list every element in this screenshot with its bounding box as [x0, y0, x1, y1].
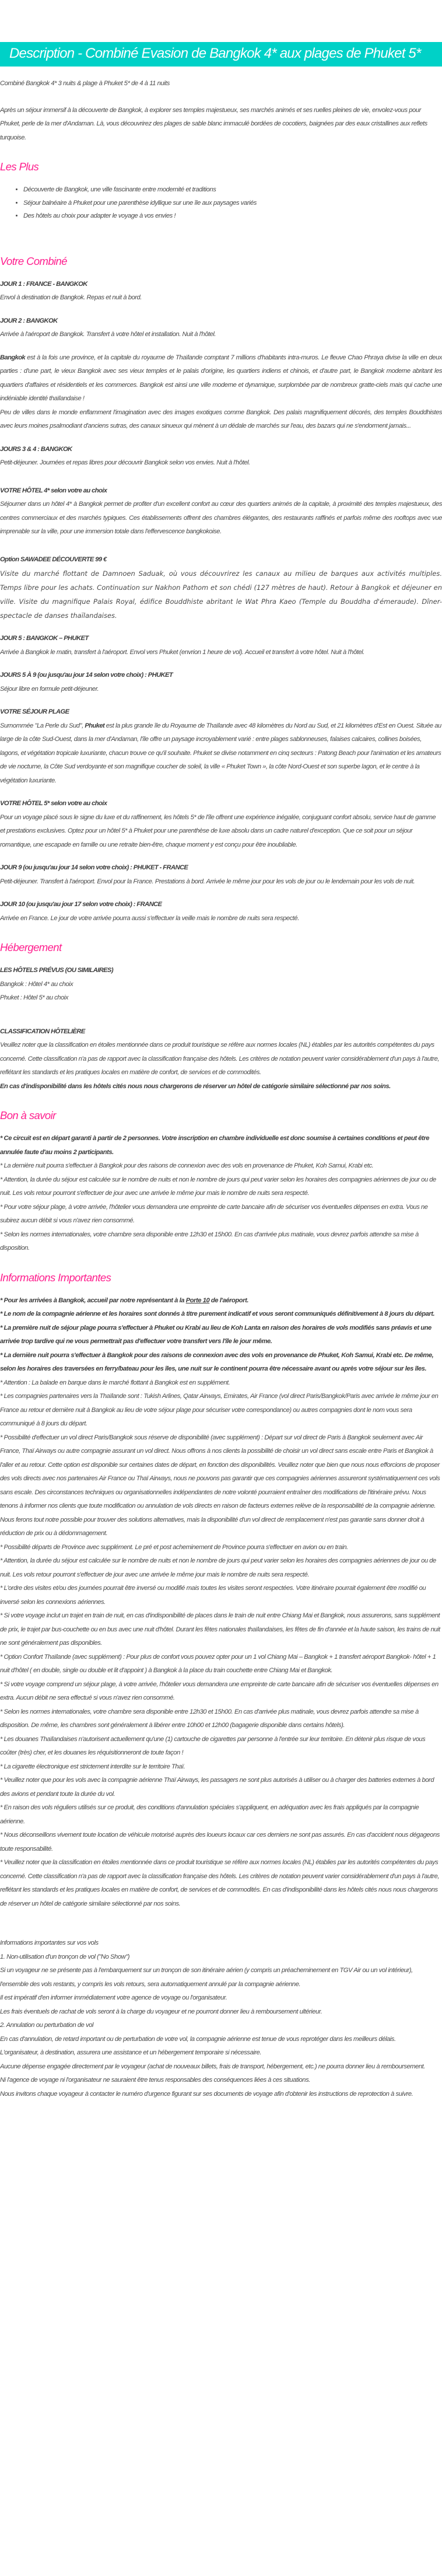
hotel-line: Bangkok : Hôtel 4* au choix: [0, 980, 73, 988]
bangkok-description: [0, 351, 442, 434]
note: * Selon les normes internationales, votre chambre sera disponible entre 12h30 et 15h00. En cas d'arrivée plus matinale, vous devrez parfois attendre sa mise à disposition.: [0, 1231, 419, 1252]
day-title: JOUR 9 (ou jusqu'au jour 14 selon votre choix) : PHUKET - FRANCE: [0, 864, 188, 871]
hotel-line: Phuket : Hôtel 5* au choix: [0, 994, 69, 1001]
sejour-plage-text-after: est la plus grande île du Royaume de Thaïlande avec 48 kilomètres du Nord au Sud, et 21 kilomètres d'Est en Ouest. Située au large de la côte Sud-Ouest, dans la mer d'Andaman, l'île offre un paysage incroyablement varié : entre plages sablonneuses, falaises calcaires, collines boisées, lagons, et végétation tropicale luxuriante, chacun trouve ce qu'il souhaite. Phuket se divise notamment en cinq secteurs : Patong Beach pour l'animation et les amateurs de vie nocturne, la Côte Sud verdoyante et son magnifique coucher de soleil, la ville « Phuket Town », la côte Nord-Ouest et son superbe lagon, et le centre à la végétation luxuriante.: [0, 722, 441, 784]
option-sawadee-title: Option SAWADEE DÉCOUVERTE 99 €: [0, 555, 107, 563]
hotel-5-title: VOTRE HÔTEL 5* selon votre au choix: [0, 800, 107, 807]
day-title: JOUR 1 : FRANCE - BANGKOK: [0, 280, 87, 288]
sejour-plage-title: VOTRE SÉJOUR PLAGE: [0, 708, 69, 715]
note: * Option Confort Thaïlande (avec supplément) : Pour plus de confort vous pouvez opter pour un 1 vol Chiang Mai – Bangkok + 1 transfert aéroport Bangkok- hôtel + 1 nuit d'hôtel ( en double, single ou double et lit d'appoint ) à Bangkok à la place du train couchette entre Chiang Mai et Bangkok.: [0, 1653, 436, 1674]
section-heading-votre-combine: Votre Combiné: [0, 254, 67, 267]
day-title: JOURS 5 À 9 (ou jusqu'au jour 14 selon votre choix) : PHUKET: [0, 672, 173, 679]
vols-info-block: [0, 1937, 442, 2101]
porte-10-link[interactable]: Porte 10: [185, 1296, 210, 1304]
hotels-prevus-title: LES HÔTELS PRÉVUS (OU SIMILAIRES): [0, 967, 114, 974]
section-heading-informations-importantes: Informations Importantes: [0, 1271, 111, 1284]
note: * Pour votre séjour plage, à votre arrivée, l'hôtelier vous demandera une empreinte de carte bancaire afin de sécuriser vos éventuelles dépenses en extra. Vous ne subirez aucun débit si vous n'avez rien consommé.: [0, 1203, 428, 1224]
bangkok-paragraph-2: Peu de villes dans le monde enflamment l'imagination avec des images exotiques comme Bangkok. Des palais magnifiquement décorés, des temples Bouddhistes avec leurs moines psalmodiant d'anciens sutras, des canaux sinueux qui mènent à un dédale de marchés sur l'eau, des bazars qui ne s'endorment jamais...: [0, 408, 442, 429]
note: * Veuillez noter que pour les vols avec la compagnie aérienne Thaï Airways, les passagers ne sont plus autorisés à utiliser ou à charger des batteries externes à bord des avions et pendant toute la durée du vol.: [0, 1777, 434, 1798]
bon-a-savoir-notes: [0, 1132, 442, 1256]
note: * La cigarette électronique est strictement interdite sur le territoire Thaï.: [0, 1763, 185, 1770]
note: * L'ordre des visites et/ou des journées pourrait être inversé ou modifié mais toutes les visites seront respectées. Votre itinéraire pourrait également être modifié ou inversé selon les connexions aériennes.: [0, 1585, 426, 1606]
note: * Attention : La balade en barque dans le marché flottant à Bangkok est en supplément.: [0, 1379, 230, 1386]
day-text: Envol à destination de Bangkok. Repas et nuit à bord.: [0, 294, 142, 301]
section-heading-les-plus: Les Plus: [0, 160, 39, 173]
note-bold: * La première nuit de séjour plage pourra s'effectuer à Phuket ou Krabi au lieu de Koh Lanta en raison des horaires de vols modifiés sans préavis et une arrivée trop tardive qui ne vous permettrait pas d'effectuer votre transfert vers l'île le jour même.: [0, 1324, 432, 1345]
description-content: [0, 77, 442, 2101]
sejour-plage-block: [0, 705, 442, 788]
section-heading-hebergement: Hébergement: [0, 941, 62, 953]
classification-block: [0, 1025, 442, 1094]
day-block: [0, 669, 442, 696]
vols-line: Ni l'agence de voyage ni l'organisateur ne sauraient être tenus responsables des conséquences liées à ces situations.: [0, 2077, 310, 2084]
note: * Veuillez noter que la classification en étoiles mentionnée dans ce produit touristique se réfère aux normes locales (NL) établies par les autorités compétentes du pays concerné. Cette classification n'a pas de rapport avec la classification française des hôtels. Les critères de notation peuvent varier considérablement d'un pays à l'autre, reflétant les standards et les pratiques locales en matière de confort, de services et de commodités. En cas d'indisponibilité dans les hôtels cités nous nous chargerons de réserver un hôtel de catégorie similaire sélectionné par nos soins.: [0, 1859, 439, 1907]
vols-line: 1. Non-utilisation d'un tronçon de vol ("No Show"): [0, 1953, 130, 1960]
day-title: JOUR 5 : BANGKOK – PHUKET: [0, 635, 89, 642]
day-block: [0, 314, 442, 342]
option-sawadee-block: [0, 553, 442, 623]
day-title: JOUR 10 (ou jusqu'au jour 17 selon votre choix) : FRANCE: [0, 901, 162, 908]
note: * Attention, la durée du séjour est calculée sur le nombre de nuits et non le nombre de jours qui peut varier selon les horaires des compagnies aériennes de jour ou de nuit. Les vols retour pourront s'effectuer de jour avec une arrivée le même jour mais le nombre de nuits sera respecté.: [0, 1557, 436, 1578]
note: * Possibilité d'effectuer un vol direct Paris/Bangkok sous réserve de disponibilité (avec supplément) : Départ sur vol direct de Paris à Bangkok seulement avec Air France, Thaï Airways ou autre compagnie assurant un vol direct. Nous offrons à nos clients la possibilité de choisir un vol direct sans escale entre Paris et Bangkok à l'aller et au retour. Cette option est disponible sur certaines dates de départ, en fonction des disponibilités. Veuillez noter que bien que nous nous efforcions de proposer des vols directs avec nos partenaires Air France ou Thaï Airways, nous ne pouvons pas garantir que ces compagnies aériennes assureront systématiquement ces vols sans escale. Des circonstances techniques ou organisationnelles indépendantes de notre volonté pourraient entraîner des modifications de l'itinéraire prévu. Nous tenons à informer nos clients que toute modification ou annulation de vols directs en raison de facteurs externes relève de la responsabilité de la compagnie aérienne. Nous ferons tout notre possible pour trouver des solutions alternatives, mais la disponibilité d'un vol direct de remplacement n'est pas garantie sans donner droit à réduction de prix ou à dédommagement.: [0, 1434, 440, 1537]
day-title: JOUR 2 : BANGKOK: [0, 317, 58, 324]
phuket-bold: Phuket: [85, 722, 105, 729]
list-item: • Découverte de Bangkok, une ville fascinante entre modernité et traditions: [23, 183, 442, 197]
note: * La dernière nuit pourra s'effectuer à Bangkok pour des raisons de connexion avec des vols en provenance de Phuket, Koh Samui, Krabi etc.: [0, 1162, 374, 1169]
hotel-4-text: Séjourner dans un hôtel 4* à Bangkok permet de profiter d'un excellent confort au cœur des quartiers animés de la capitale, à proximité des temples majestueux, des centres commerciaux et des marchés typiques. Ces établissements offrent des chambres élégantes, des restaurants raffinés et parfois même des rooftops avec vue imprenable sur la ville, pour une immersion totale dans l'effervescence bangkokoise.: [0, 501, 442, 535]
day-text: Arrivée à Bangkok le matin, transfert à l'aéroport. Envol vers Phuket (envrion 1 heure de vol). Accueil et transfert à votre hôtel. Nuit à l'hôtel.: [0, 648, 364, 656]
section-heading-bon-a-savoir: Bon à savoir: [0, 1109, 56, 1121]
sejour-plage-text-before: Surnommée "La Perle du Sud",: [0, 722, 85, 729]
vols-line: Il est impératif d'en informer immédiatement votre agence de voyage ou l'organisateur.: [0, 1994, 227, 2001]
day-block: [0, 861, 442, 889]
note-bold: * Ce circuit est en départ garanti à partir de 2 personnes. Votre inscription en chambre individuelle est donc soumise à certaines conditions et peut être annulée faute d'au moins 2 participants.: [0, 1135, 430, 1156]
vols-line: 2. Annulation ou perturbation de vol: [0, 2022, 94, 2029]
list-item: • Des hôtels au choix pour adapter le voyage à vos envies !: [23, 209, 442, 223]
note: * Nous déconseillons vivement toute location de véhicule motorisé auprès des loueurs locaux car ces derniers ne sont pas assurés. En cas d'accident nous dégageons toute responsabilité.: [0, 1831, 440, 1853]
day-text: Petit-déjeuner. Journées et repas libres pour découvrir Bangkok selon vos envies. Nuit à l'hôtel.: [0, 459, 250, 466]
note: * Les douanes Thaïlandaises n'autorisent actuellement qu'une (1) cartouche de cigarettes par personne à l'entrée sur leur territoire. En détenir plus risque de vous coûter (très) cher, et les douanes les réquisitionneront de toute façon !: [0, 1735, 426, 1756]
intro-subtitle: Combiné Bangkok 4* 3 nuits & plage à Phuket 5* de 4 à 11 nuits: [0, 80, 170, 87]
note: * Si votre voyage inclut un trajet en train de nuit, en cas d'indisponibilité de places dans le train de nuit entre Chiang Mai et Bangkok, nous assurerons, sans supplément de prix, le trajet par bus-couchette ou en bus avec une nuit d'hôtel. Durant les fêtes nationales thaïlandaises, les fêtes de fin d'année et la haute saison, les trains de nuit ne sont généralement pas disponibles.: [0, 1612, 440, 1647]
bangkok-bold-lead: Bangkok: [0, 354, 26, 361]
day-block: [0, 278, 442, 305]
note: * Les compagnies partenaires vers la Thaïlande sont : Tukish Arlines, Qatar Airways, Emirates, Air France (vol direct Paris/Bangkok/Paris avec arrivée le même jour en France au retour et dernière nuit à Bangkok au lieu de votre séjour plage pour sécuriser votre correspondance) ou autres compagnies dont le nom vous sera communiqué à 8 jours du départ.: [0, 1393, 439, 1427]
note-bold: * Le nom de la compagnie aérienne et les horaires sont donnés à titre purement indicatif et vous seront communiqués définitivement à 8 jours du départ.: [0, 1310, 435, 1317]
note: * Si votre voyage comprend un séjour plage, à votre arrivée, l'hôtelier vous demandera une empreinte de carte bancaire afin de sécuriser vos éventuelles dépenses en extra. Aucun débit ne sera effectué si vous n'avez rien consommé.: [0, 1680, 439, 1701]
classification-title: CLASSIFICATION HÔTELIÈRE: [0, 1027, 85, 1035]
vols-line: Aucune dépense engagée directement par le voyageur (achat de nouveaux billets, frais de transport, hébergement, etc.) ne pourra donner lieu à remboursement.: [0, 2063, 425, 2070]
classification-text: Veuillez noter que la classification en étoiles mentionnée dans ce produit touristique se réfère aux normes locales (NL) établies par les autorités compétentes du pays concerné. Cette classification n'a pas de rapport avec la classification française des hôtels. Les critères de notation peuvent varier considérablement d'un pays à l'autre, reflétant les standards et les pratiques locales en matière de confort, de services et de commodités.: [0, 1041, 439, 1076]
day-block: [0, 443, 442, 470]
classification-bold: En cas d'indisponibilité dans les hôtels cités nous nous chargerons de réserver un hôtel de catégorie similaire sélectionné par nos soins.: [0, 1082, 391, 1090]
note-bold: * La dernière nuit pourra s'effectuer à Bangkok pour des raisons de connexion avec des vols en provenance de Phuket, Koh Samui, Krabi etc. De même, selon les horaires des traversées en ferry/bateau pour les îles, une nuit sur le continent pourra être nécessaire avant ou après votre séjour sur les îles.: [0, 1351, 434, 1372]
page-title-banner: Description - Combiné Evasion de Bangkok 4* aux plages de Phuket 5*: [0, 42, 442, 67]
les-plus-list: [0, 183, 442, 223]
vols-line: L'organisateur, à destination, assurera une assistance et un hébergement temporaire si nécessaire.: [0, 2049, 262, 2056]
vols-line: En cas d'annulation, de retard important ou de perturbation de votre vol, la compagnie aérienne est tenue de vous reprotéger dans les meilleurs délais.: [0, 2035, 396, 2043]
informations-notes: [0, 1294, 442, 1911]
day-title: JOURS 3 & 4 : BANGKOK: [0, 445, 72, 453]
note: * En raison des vols réguliers utilisés sur ce produit, des conditions d'annulation spéciales s'appliquent, en adéquation avec les frais appliqués par la compagnie aérienne.: [0, 1804, 419, 1825]
option-sawadee-text: Visite du marché flottant de Damnoen Saduak, où vous découvrirez les canaux au milieu de barques aux activités multiples. Temps libre pour les achats. Continuation sur Nakhon Pathom et son chédi (127 mètres de haut). Retour à Bangkok et déjeuner en ville. Visite du magnifique Palais Royal, édifice Bouddhiste abritant le Wat Phra Kaeo (Temple du Bouddha d'émeraude). Dîner-spectacle de danses thaïlandaises.: [0, 569, 442, 620]
day-text: Arrivée en France. Le jour de votre arrivée pourra aussi s'effectuer la veille mais le nombre de nuits sera respecté.: [0, 914, 299, 922]
hotel-4-block: [0, 484, 442, 539]
intro-paragraph: Après un séjour immersif à la découverte de Bangkok, à explorer ses temples majestueux, ses marchés animés et ses ruelles pleines de vie, envolez-vous pour Phuket, perle de la mer d'Andaman. Là, vous découvrirez des plages de sable blanc immaculé bordées de cocotiers, baignées par des eaux cristallines aux reflets turquoise.: [0, 106, 427, 141]
vols-info-title: Informations importantes sur vos vols: [0, 1939, 99, 1946]
day-text: Séjour libre en formule petit-déjeuner.: [0, 685, 99, 693]
hotel-4-title: VOTRE HÔTEL 4* selon votre au choix: [0, 487, 107, 494]
vols-line: Si un voyageur ne se présente pas à l'embarquement sur un tronçon de son itinéraire aérien (y compris un préacheminement en TGV Air ou un vol intérieur), l'ensemble des vols restants, y compris les vols retours, sera automatiquement annulé par la compagnie aérienne.: [0, 1967, 413, 1988]
day-block: [0, 632, 442, 659]
note-porte: [0, 1294, 442, 1308]
day-text: Arrivée à l'aéroport de Bangkok. Transfert à votre hôtel et installation. Nuit à l'hôtel.: [0, 331, 216, 338]
note: * Possibilité départs de Province avec supplément. Le pré et post acheminement de Province pourra s'effectuer en avion ou en train.: [0, 1543, 348, 1551]
vols-line: Nous invitons chaque voyageur à contacter le numéro d'urgence figurant sur ses documents de voyage afin d'obtenir les instructions de reprotection à suivre.: [0, 2090, 413, 2098]
list-item: • Séjour balnéaire à Phuket pour une parenthèse idyllique sur une île aux paysages variés: [23, 197, 442, 210]
porte-text-before: * Pour les arrivées à Bangkok, accueil par notre représentant à la: [0, 1296, 186, 1304]
hotel-5-block: [0, 797, 442, 852]
hotel-5-text: Pour un voyage placé sous le signe du luxe et du raffinement, les hôtels 5* de l'île offrent une expérience inégalée, conjuguant confort absolu, service haut de gamme et prestations exclusives. Optez pour un hôtel 5* à Phuket pour une parenthèse de luxe absolu dans un cadre naturel d'exception. Que ce soit pour un séjour romantique, une escapade en famille ou une retraite bien-être, chaque moment y est conçu pour être inoubliable.: [0, 813, 436, 848]
porte-text-after: de l'aéroport.: [209, 1296, 249, 1304]
bangkok-paragraph-1: est à la fois une province, et la capitale du royaume de Thaïlande comptant 7 millions d'habitants intra-muros. Le fleuve Chao Phraya divise la ville en deux parties : d'une part, le vieux Bangkok avec ses vieux temples et le palais d'origine, les quartiers indiens et chinois, et d'autre part, le Bangkok moderne abritant les quartiers d'affaires et résidentiels et les commerces. Bangkok est ainsi une ville moderne et dynamique, surplombée par de nombreux gratte-ciels mais qui cache une indéniable identité thaïlandaise !: [0, 354, 442, 402]
day-text: Petit-déjeuner. Transfert à l'aéroport. Envol pour la France. Prestations à bord. Arrivée le même jour pour les vols de jour ou le lendemain pour les vols de nuit.: [0, 878, 415, 885]
note: * Attention, la durée du séjour est calculée sur le nombre de nuits et non le nombre de jours qui peut varier selon les horaires des compagnies aériennes de jour ou de nuit. Les vols retour pourront s'effectuer de jour avec une arrivée le même jour mais le nombre de nuits sera respecté.: [0, 1176, 436, 1197]
vols-line: Les frais éventuels de rachat de vols seront à la charge du voyageur et ne pourront donner lieu à remboursement ultérieur.: [0, 2008, 322, 2015]
note: * Selon les normes internationales, votre chambre sera disponible entre 12h30 et 15h00. En cas d'arrivée plus matinale, vous devrez parfois attendre sa mise à disposition. De même, les chambres sont généralement à libérer entre 10h00 et 12h00 (bagagerie disponible dans certains hôtels).: [0, 1708, 419, 1729]
day-block: [0, 898, 442, 925]
hotels-prevus-block: [0, 964, 442, 1005]
